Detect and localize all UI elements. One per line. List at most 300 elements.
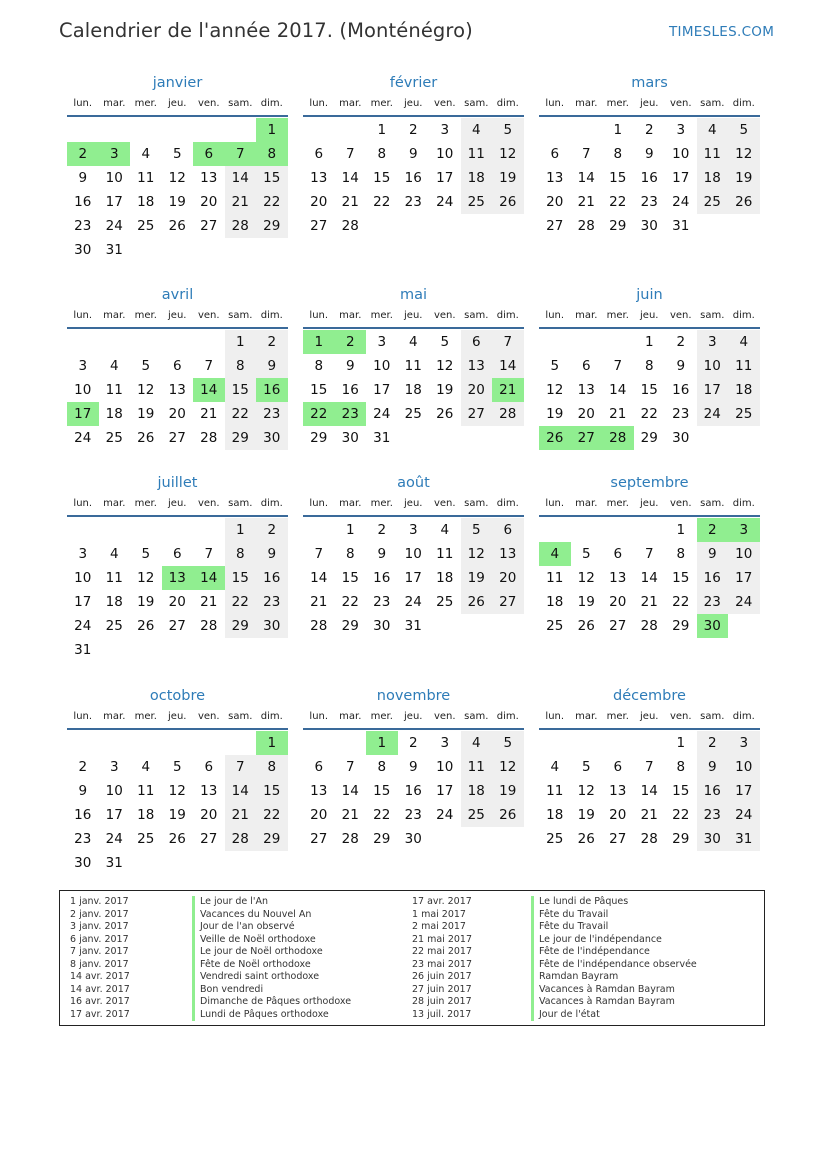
day-cell: 24 [404, 594, 422, 610]
day-cell: 12 [137, 382, 155, 398]
day-cell: 19 [546, 406, 564, 422]
day-cell: 25 [137, 218, 155, 234]
day-cell: 29 [672, 618, 690, 634]
weekday-header: dim. [260, 98, 283, 109]
day-cell: 9 [256, 354, 288, 378]
day-cell: 4 [461, 118, 493, 142]
day-cell: 10 [436, 146, 454, 162]
legend-date: 16 avr. 2017 [70, 996, 130, 1007]
day-cell: 24 [74, 618, 92, 634]
holiday-day-cell: 4 [539, 542, 571, 566]
holiday-day-cell: 13 [162, 566, 194, 590]
day-cell: 10 [74, 570, 92, 586]
day-cell: 8 [676, 759, 686, 775]
day-cell: 22 [640, 406, 658, 422]
day-cell: 13 [200, 783, 218, 799]
weekday-header: dim. [260, 498, 283, 509]
legend-date: 1 mai 2017 [412, 908, 466, 920]
day-cell: 10 [728, 755, 760, 779]
month-name: septembre [610, 475, 689, 491]
day-cell: 5 [440, 334, 450, 350]
day-cell: 4 [141, 759, 151, 775]
legend-holiday-name: Veille de Noël orthodoxe [192, 934, 316, 947]
day-cell: 26 [492, 190, 524, 214]
day-cell: 17 [74, 594, 92, 610]
day-cell: 18 [137, 807, 155, 823]
day-cell: 29 [609, 218, 627, 234]
day-cell: 12 [436, 358, 454, 374]
header-divider [303, 515, 524, 517]
weekday-header: ven. [197, 498, 220, 509]
month-name: juillet [157, 475, 198, 491]
day-cell: 7 [225, 755, 257, 779]
day-cell: 21 [341, 807, 359, 823]
day-cell: 26 [436, 406, 454, 422]
header-divider [539, 728, 760, 730]
day-cell: 23 [697, 803, 729, 827]
weekday-header: lun. [73, 98, 93, 109]
day-cell: 5 [581, 759, 591, 775]
month-name: avril [161, 287, 194, 303]
day-cell: 7 [204, 358, 214, 374]
day-cell: 20 [609, 807, 627, 823]
day-cell: 12 [168, 170, 186, 186]
day-cell: 5 [550, 358, 560, 374]
day-cell: 30 [373, 618, 391, 634]
day-cell: 23 [672, 406, 690, 422]
day-cell: 11 [137, 783, 155, 799]
day-cell: 28 [640, 831, 658, 847]
day-cell: 6 [613, 546, 623, 562]
day-cell: 1 [676, 735, 686, 751]
weekday-header: dim. [260, 711, 283, 722]
day-cell: 12 [492, 142, 524, 166]
day-cell: 5 [492, 118, 524, 142]
day-cell: 16 [373, 570, 391, 586]
day-cell: 14 [341, 783, 359, 799]
legend-holiday-name: Le jour de Noël orthodoxe [192, 946, 323, 959]
day-cell: 9 [377, 546, 387, 562]
month-name: mars [631, 75, 668, 91]
day-cell: 5 [492, 731, 524, 755]
day-cell: 5 [461, 518, 493, 542]
weekday-header: dim. [496, 98, 519, 109]
day-cell: 13 [200, 170, 218, 186]
day-cell: 27 [168, 430, 186, 446]
day-cell: 12 [492, 755, 524, 779]
day-cell: 28 [225, 827, 257, 851]
weekday-header: ven. [197, 711, 220, 722]
weekday-header: lun. [73, 711, 93, 722]
weekday-header: mar. [103, 98, 126, 109]
day-cell: 17 [728, 566, 760, 590]
weekday-header: jeu. [404, 98, 423, 109]
day-cell: 22 [225, 402, 257, 426]
holiday-day-cell: 28 [602, 426, 634, 450]
weekday-header: mer. [134, 310, 157, 321]
weekday-header: dim. [496, 711, 519, 722]
day-cell: 6 [172, 546, 182, 562]
day-cell: 28 [310, 618, 328, 634]
weekday-header: lun. [73, 310, 93, 321]
day-cell: 17 [105, 194, 123, 210]
day-cell: 3 [78, 546, 88, 562]
day-cell: 15 [609, 170, 627, 186]
day-cell: 23 [74, 831, 92, 847]
day-cell: 3 [728, 731, 760, 755]
day-cell: 6 [461, 330, 493, 354]
day-cell: 22 [256, 190, 288, 214]
weekday-header: lun. [545, 711, 565, 722]
day-cell: 29 [373, 831, 391, 847]
day-cell: 2 [644, 122, 654, 138]
weekday-header: sam. [228, 98, 253, 109]
legend-date: 2 janv. 2017 [70, 908, 129, 920]
holiday-legend [59, 890, 765, 1026]
legend-holiday-name: Fête du Travail [531, 921, 608, 934]
day-cell: 3 [676, 122, 686, 138]
day-cell: 23 [373, 594, 391, 610]
day-cell: 12 [461, 542, 493, 566]
day-cell: 7 [204, 546, 214, 562]
day-cell: 11 [546, 783, 564, 799]
day-cell: 15 [310, 382, 328, 398]
day-cell: 25 [105, 430, 123, 446]
day-cell: 15 [225, 566, 257, 590]
weekday-header: sam. [228, 310, 253, 321]
day-cell: 9 [78, 783, 88, 799]
day-cell: 18 [546, 594, 564, 610]
day-cell: 16 [697, 566, 729, 590]
legend-date: 14 avr. 2017 [70, 971, 130, 982]
weekday-header: mar. [103, 498, 126, 509]
legend-holiday-name: Fête de l'indépendance observée [531, 959, 697, 972]
weekday-header: lun. [309, 498, 329, 509]
day-cell: 5 [141, 546, 151, 562]
day-cell: 31 [404, 618, 422, 634]
day-cell: 10 [697, 354, 729, 378]
weekday-header: ven. [433, 98, 456, 109]
header-divider [67, 515, 288, 517]
day-cell: 4 [440, 522, 450, 538]
day-cell: 1 [644, 334, 654, 350]
day-cell: 30 [74, 242, 92, 258]
weekday-header: ven. [433, 498, 456, 509]
day-cell: 22 [609, 194, 627, 210]
day-cell: 1 [676, 522, 686, 538]
weekday-header: sam. [228, 711, 253, 722]
holiday-day-cell: 27 [571, 426, 603, 450]
day-cell: 22 [672, 594, 690, 610]
day-cell: 25 [404, 406, 422, 422]
day-cell: 1 [613, 122, 623, 138]
holiday-day-cell: 1 [366, 731, 398, 755]
legend-date: 8 janv. 2017 [70, 958, 129, 970]
day-cell: 26 [168, 218, 186, 234]
day-cell: 29 [672, 831, 690, 847]
day-cell: 17 [436, 170, 454, 186]
day-cell: 16 [74, 194, 92, 210]
day-cell: 20 [310, 194, 328, 210]
day-cell: 10 [373, 358, 391, 374]
day-cell: 21 [200, 406, 218, 422]
day-cell: 10 [728, 542, 760, 566]
header-divider [539, 515, 760, 517]
weekday-header: jeu. [404, 498, 423, 509]
legend-holiday-name: Fête de Noël orthodoxe [192, 959, 311, 972]
weekday-header: ven. [433, 711, 456, 722]
legend-holiday-name: Jour de l'état [531, 1009, 600, 1022]
holiday-day-cell: 26 [539, 426, 571, 450]
legend-date: 14 avr. 2017 [70, 983, 130, 995]
day-cell: 13 [461, 354, 493, 378]
day-cell: 17 [373, 382, 391, 398]
day-cell: 19 [137, 594, 155, 610]
day-cell: 31 [74, 642, 92, 658]
day-cell: 18 [105, 406, 123, 422]
day-cell: 17 [672, 170, 690, 186]
day-cell: 17 [404, 570, 422, 586]
day-cell: 29 [256, 214, 288, 238]
day-cell: 18 [461, 166, 493, 190]
legend-holiday-name: Le jour de l'indépendance [531, 934, 662, 947]
month-name: juin [636, 287, 663, 303]
day-cell: 10 [105, 170, 123, 186]
day-cell: 7 [314, 546, 324, 562]
legend-holiday-name: Jour de l'an observé [192, 921, 295, 934]
day-cell: 26 [137, 430, 155, 446]
day-cell: 17 [436, 783, 454, 799]
holiday-day-cell: 8 [256, 142, 288, 166]
day-cell: 30 [640, 218, 658, 234]
weekday-header: sam. [464, 498, 489, 509]
day-cell: 27 [168, 618, 186, 634]
legend-holiday-name: Fête du Travail [531, 909, 608, 922]
day-cell: 27 [609, 618, 627, 634]
day-cell: 30 [256, 426, 288, 450]
weekday-header: jeu. [168, 711, 187, 722]
day-cell: 7 [644, 546, 654, 562]
day-cell: 28 [577, 218, 595, 234]
month-name: janvier [152, 75, 203, 91]
day-cell: 20 [492, 566, 524, 590]
day-cell: 31 [672, 218, 690, 234]
day-cell: 5 [141, 358, 151, 374]
day-cell: 22 [256, 803, 288, 827]
day-cell: 31 [105, 242, 123, 258]
weekday-header: mar. [575, 711, 598, 722]
day-cell: 28 [640, 618, 658, 634]
day-cell: 4 [109, 546, 119, 562]
day-cell: 9 [697, 755, 729, 779]
day-cell: 19 [168, 194, 186, 210]
day-cell: 12 [728, 142, 760, 166]
day-cell: 11 [728, 354, 760, 378]
day-cell: 18 [728, 378, 760, 402]
day-cell: 8 [613, 146, 623, 162]
day-cell: 15 [672, 570, 690, 586]
month-name: août [397, 475, 430, 491]
weekday-header: lun. [545, 310, 565, 321]
weekday-header: dim. [732, 98, 755, 109]
weekday-header: jeu. [168, 98, 187, 109]
day-cell: 8 [345, 546, 355, 562]
holiday-day-cell: 16 [256, 378, 288, 402]
holiday-day-cell: 14 [193, 378, 225, 402]
day-cell: 10 [436, 759, 454, 775]
day-cell: 18 [404, 382, 422, 398]
day-cell: 8 [256, 755, 288, 779]
weekday-header: mer. [370, 498, 393, 509]
day-cell: 25 [105, 618, 123, 634]
weekday-header: mer. [606, 711, 629, 722]
brand-link[interactable]: TIMESLES.COM [669, 24, 775, 40]
day-cell: 21 [640, 594, 658, 610]
day-cell: 27 [310, 831, 328, 847]
day-cell: 1 [225, 518, 257, 542]
day-cell: 25 [461, 803, 493, 827]
header-divider [303, 327, 524, 329]
weekday-header: ven. [433, 310, 456, 321]
day-cell: 2 [78, 759, 88, 775]
day-cell: 18 [436, 570, 454, 586]
day-cell: 8 [644, 358, 654, 374]
day-cell: 30 [697, 827, 729, 851]
legend-holiday-name: Vacances à Ramdan Bayram [531, 984, 675, 997]
day-cell: 9 [676, 358, 686, 374]
day-cell: 11 [436, 546, 454, 562]
weekday-header: mar. [103, 711, 126, 722]
legend-date: 28 juin 2017 [412, 996, 472, 1007]
day-cell: 12 [137, 570, 155, 586]
weekday-header: sam. [464, 98, 489, 109]
day-cell: 26 [577, 618, 595, 634]
weekday-header: mer. [134, 498, 157, 509]
day-cell: 19 [728, 166, 760, 190]
day-cell: 13 [310, 783, 328, 799]
day-cell: 11 [105, 570, 123, 586]
day-cell: 21 [200, 594, 218, 610]
weekday-header: jeu. [640, 711, 659, 722]
day-cell: 21 [310, 594, 328, 610]
legend-date: 21 mai 2017 [412, 933, 473, 945]
day-cell: 14 [310, 570, 328, 586]
weekday-header: mer. [606, 310, 629, 321]
day-cell: 30 [404, 831, 422, 847]
day-cell: 27 [200, 831, 218, 847]
day-cell: 27 [492, 590, 524, 614]
day-cell: 9 [697, 542, 729, 566]
day-cell: 15 [341, 570, 359, 586]
weekday-header: sam. [228, 498, 253, 509]
day-cell: 18 [546, 807, 564, 823]
weekday-header: sam. [700, 498, 725, 509]
weekday-header: dim. [496, 310, 519, 321]
weekday-header: mer. [606, 498, 629, 509]
legend-holiday-name: Vacances à Ramdan Bayram [531, 996, 675, 1009]
holiday-day-cell: 21 [492, 378, 524, 402]
day-cell: 14 [225, 166, 257, 190]
day-cell: 21 [577, 194, 595, 210]
day-cell: 29 [225, 426, 257, 450]
day-cell: 26 [728, 190, 760, 214]
day-cell: 5 [728, 118, 760, 142]
day-cell: 8 [225, 542, 257, 566]
day-cell: 3 [377, 334, 387, 350]
weekday-header: sam. [464, 711, 489, 722]
day-cell: 8 [676, 546, 686, 562]
day-cell: 18 [105, 594, 123, 610]
day-cell: 5 [172, 759, 182, 775]
day-cell: 12 [168, 783, 186, 799]
day-cell: 26 [168, 831, 186, 847]
day-cell: 25 [697, 190, 729, 214]
day-cell: 12 [577, 570, 595, 586]
day-cell: 14 [640, 783, 658, 799]
legend-date: 27 juin 2017 [412, 983, 472, 995]
day-cell: 21 [225, 803, 257, 827]
holiday-day-cell: 17 [67, 402, 99, 426]
day-cell: 6 [581, 358, 591, 374]
header-divider [539, 327, 760, 329]
day-cell: 3 [78, 358, 88, 374]
day-cell: 15 [373, 783, 391, 799]
holiday-day-cell: 23 [335, 402, 367, 426]
legend-holiday-name: Lundi de Pâques orthodoxe [192, 1009, 329, 1022]
legend-date: 23 mai 2017 [412, 958, 473, 970]
day-cell: 13 [168, 382, 186, 398]
day-cell: 19 [436, 382, 454, 398]
weekday-header: mar. [339, 98, 362, 109]
day-cell: 25 [546, 618, 564, 634]
holiday-day-cell: 7 [225, 142, 257, 166]
day-cell: 10 [672, 146, 690, 162]
holiday-day-cell: 3 [99, 142, 131, 166]
day-cell: 29 [341, 618, 359, 634]
day-cell: 11 [546, 570, 564, 586]
day-cell: 14 [492, 354, 524, 378]
day-cell: 19 [137, 406, 155, 422]
day-cell: 22 [373, 807, 391, 823]
day-cell: 7 [345, 759, 355, 775]
day-cell: 16 [404, 170, 422, 186]
day-cell: 5 [581, 546, 591, 562]
day-cell: 2 [408, 122, 418, 138]
day-cell: 3 [109, 759, 119, 775]
weekday-header: dim. [732, 498, 755, 509]
day-cell: 30 [256, 614, 288, 638]
header-divider [539, 115, 760, 117]
day-cell: 19 [168, 807, 186, 823]
day-cell: 9 [345, 358, 355, 374]
month-name: février [389, 75, 438, 91]
day-cell: 11 [105, 382, 123, 398]
weekday-header: jeu. [168, 310, 187, 321]
day-cell: 7 [613, 358, 623, 374]
weekday-header: mar. [339, 310, 362, 321]
day-cell: 27 [310, 218, 328, 234]
day-cell: 28 [341, 831, 359, 847]
day-cell: 24 [728, 590, 760, 614]
day-cell: 15 [373, 170, 391, 186]
day-cell: 4 [141, 146, 151, 162]
day-cell: 7 [492, 330, 524, 354]
legend-holiday-name: Bon vendredi [192, 984, 263, 997]
holiday-day-cell: 3 [728, 518, 760, 542]
day-cell: 28 [200, 430, 218, 446]
weekday-header: mer. [370, 310, 393, 321]
day-cell: 5 [172, 146, 182, 162]
